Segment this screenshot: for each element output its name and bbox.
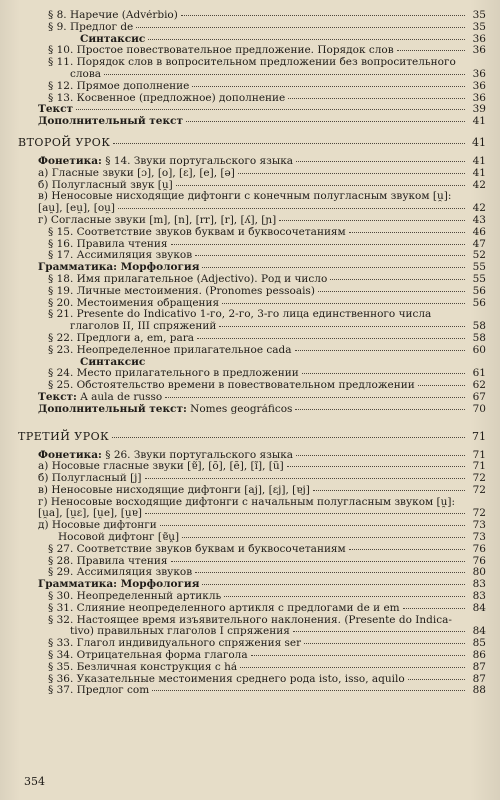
toc-entry-page: 35 bbox=[472, 20, 486, 33]
toc-entry bbox=[18, 116, 486, 128]
toc-entry-page: 41 bbox=[472, 166, 486, 179]
toc-entry-page: 80 bbox=[472, 566, 486, 579]
toc-entry bbox=[18, 520, 486, 532]
toc-entry bbox=[18, 461, 486, 473]
toc-entry bbox=[18, 168, 486, 180]
toc-entry bbox=[18, 508, 486, 520]
toc-entry-page: 85 bbox=[472, 637, 486, 650]
dot-leader bbox=[195, 255, 465, 256]
dot-leader bbox=[197, 338, 465, 339]
toc-entry bbox=[18, 579, 486, 591]
toc-entry-title: а) Гласные звуки [ɔ], [o], [ɛ], [e], [ə] bbox=[38, 167, 235, 179]
toc-section-third-lesson bbox=[18, 450, 486, 698]
toc-entry bbox=[18, 203, 486, 215]
toc-entry-page: 88 bbox=[472, 684, 486, 697]
dot-leader bbox=[251, 655, 465, 656]
toc-entry bbox=[18, 298, 486, 310]
toc-entry-title: § 29. Ассимиляция звуков bbox=[48, 567, 193, 579]
toc-entry-page: 73 bbox=[472, 531, 486, 544]
toc-entry bbox=[18, 662, 486, 674]
dot-leader bbox=[112, 437, 465, 438]
toc-entry-title: § 16. Правила чтения bbox=[48, 238, 168, 250]
toc-entry-title: § 27. Соответствие звуков буквам и буквосочетаниям bbox=[48, 543, 346, 555]
toc-entry-title: § 9. Предлог de bbox=[48, 21, 134, 33]
toc-entry bbox=[18, 93, 486, 105]
toc-entry bbox=[18, 674, 486, 686]
dot-leader bbox=[195, 572, 465, 573]
toc-entry bbox=[18, 626, 486, 638]
toc-entry-title: § 22. Предлоги a, em, para bbox=[48, 332, 195, 344]
toc-entry-title: г) Неносовые восходящие дифтонги с начальным полугласным звуком [u̯]: bbox=[38, 496, 456, 508]
toc-entry bbox=[18, 321, 486, 333]
toc-entry-title: б) Полугласный звук [u̯] bbox=[38, 179, 173, 191]
toc-entry-page: 58 bbox=[472, 320, 486, 333]
toc-entry-title: § 19. Личные местоимения. (Pronomes pessoais) bbox=[48, 285, 315, 297]
dot-leader bbox=[202, 267, 465, 268]
toc-entry-title: § 32. Настоящее время изъявительного наклонения. (Presente do Indica- bbox=[48, 614, 452, 626]
dot-leader bbox=[295, 409, 465, 410]
dot-leader bbox=[136, 27, 465, 28]
dot-leader bbox=[293, 631, 465, 632]
toc-entry-title: § 12. Прямое дополнение bbox=[48, 80, 190, 92]
toc-entry bbox=[18, 650, 486, 662]
dot-leader bbox=[76, 109, 465, 110]
lesson-heading-second bbox=[18, 136, 486, 150]
toc-entry-title: § 35. Безличная конструкция с há bbox=[48, 661, 238, 673]
toc-entry bbox=[18, 567, 486, 579]
dot-leader bbox=[160, 525, 465, 526]
toc-entry-page: 72 bbox=[472, 507, 486, 520]
toc-entry bbox=[18, 638, 486, 650]
dot-leader bbox=[171, 561, 465, 562]
toc-entry-page: 36 bbox=[472, 67, 486, 80]
toc-entry-page: 86 bbox=[472, 649, 486, 662]
toc-entry-page: 41 bbox=[472, 115, 486, 128]
dot-leader bbox=[202, 584, 465, 585]
dot-leader bbox=[330, 279, 465, 280]
toc-entry-page: 60 bbox=[472, 343, 486, 356]
toc-entry bbox=[18, 392, 486, 404]
toc-entry-title: Фонетика: § 14. Звуки португальского языка bbox=[38, 155, 294, 167]
toc-entry-title: г) Согласные звуки [m], [n], [rr], [r], [ʎ], [ɲ] bbox=[38, 214, 277, 226]
dot-leader bbox=[408, 679, 465, 680]
toc-entry bbox=[18, 22, 486, 34]
toc-entry-page: 70 bbox=[472, 402, 486, 415]
toc-entry-title: § 11. Порядок слов в вопросительном предложении без вопросительного bbox=[48, 57, 456, 69]
dot-leader bbox=[288, 98, 465, 99]
toc-entry-page: 36 bbox=[472, 91, 486, 104]
toc-entry bbox=[18, 473, 486, 485]
toc-entry-title: Грамматика: Морфология bbox=[38, 579, 200, 591]
toc-entry-title: § 10. Простое повествовательное предложение. Порядок слов bbox=[48, 45, 394, 57]
toc-entry-page: 55 bbox=[472, 272, 486, 285]
dot-leader bbox=[349, 549, 465, 550]
toc-entry-page: 83 bbox=[472, 590, 486, 603]
toc-entry bbox=[18, 615, 486, 627]
toc-entry bbox=[18, 685, 486, 697]
toc-entry-title: в) Неносовые нисходящие дифтонги с конечным полугласным звуком [u̯]: bbox=[38, 191, 452, 203]
toc-entry-page: 58 bbox=[472, 331, 486, 344]
toc-entry-page: 39 bbox=[472, 103, 486, 116]
lesson-page: 41 bbox=[472, 135, 486, 149]
toc-entry-title: § 36. Указательные местоимения среднего рода isto, isso, aquilo bbox=[48, 673, 405, 685]
dot-leader bbox=[222, 303, 465, 304]
toc-entry-title: § 23. Неопределенное прилагательное cada bbox=[48, 344, 292, 356]
toc-entry-title: Грамматика: Морфология bbox=[38, 262, 200, 274]
dot-leader bbox=[296, 161, 465, 162]
dot-leader bbox=[148, 39, 465, 40]
dot-leader bbox=[296, 455, 465, 456]
toc-entry-page: 35 bbox=[472, 9, 486, 21]
toc-entry-page: 36 bbox=[472, 79, 486, 92]
dot-leader bbox=[349, 232, 465, 233]
dot-leader bbox=[181, 15, 465, 16]
toc-entry-page: 56 bbox=[472, 284, 486, 297]
toc-entry-title: § 15. Соответствие звуков буквам и буквосочетаниям bbox=[48, 226, 346, 238]
toc-entry-title: § 28. Правила чтения bbox=[48, 555, 168, 567]
toc-entry bbox=[18, 450, 486, 462]
toc-section-second-lesson bbox=[18, 156, 486, 416]
toc-entry bbox=[18, 286, 486, 298]
toc-entry-title: Синтаксис bbox=[80, 33, 146, 45]
toc-entry bbox=[18, 227, 486, 239]
toc-entry bbox=[18, 357, 486, 369]
dot-leader bbox=[186, 121, 465, 122]
toc-entry-page: 62 bbox=[472, 379, 486, 392]
dot-leader bbox=[318, 291, 465, 292]
dot-leader bbox=[224, 596, 465, 597]
toc-entry-title: § 8. Наречие (Advérbio) bbox=[48, 10, 178, 21]
toc-entry-title: § 17. Ассимиляция звуков bbox=[48, 250, 193, 262]
toc-entry-title: § 31. Слияние неопределенного артикля с предлогами de и em bbox=[48, 602, 400, 614]
toc-entry-page: 73 bbox=[472, 519, 486, 532]
lesson-page: 71 bbox=[472, 429, 486, 443]
dot-leader bbox=[219, 326, 465, 327]
toc-entry-page: 67 bbox=[472, 390, 486, 403]
toc-entry-page: 56 bbox=[472, 296, 486, 309]
toc-entry-page: 84 bbox=[472, 601, 486, 614]
toc-entry bbox=[18, 250, 486, 262]
toc-entry-title: § 21. Presente do Indicativo 1-го, 2-го, 3-го лица единственного числа bbox=[48, 309, 432, 321]
toc-entry-title: Фонетика: § 26. Звуки португальского языка bbox=[38, 449, 294, 461]
toc-entry bbox=[18, 591, 486, 603]
toc-entry-title: Дополнительный текст bbox=[38, 116, 183, 128]
toc-entry bbox=[18, 309, 486, 321]
dot-leader bbox=[403, 608, 465, 609]
toc-entry-page: 55 bbox=[472, 261, 486, 274]
lesson-title: ВТОРОЙ УРОК bbox=[18, 135, 111, 149]
toc-entry-title: § 37. Предлог com bbox=[48, 685, 150, 697]
dot-leader bbox=[113, 143, 465, 144]
toc-entry-title: [au̯], [eu̯], [ou̯] bbox=[38, 203, 116, 215]
toc-entry bbox=[18, 262, 486, 274]
page-number: 354 bbox=[24, 775, 45, 788]
toc-entry-title: § 25. Обстоятельство времени в повествовательном предложении bbox=[48, 380, 415, 392]
lesson-heading-third bbox=[18, 430, 486, 444]
toc-entry bbox=[18, 57, 486, 69]
toc-entry-page: 72 bbox=[472, 472, 486, 485]
toc-entry bbox=[18, 274, 486, 286]
dot-leader bbox=[302, 373, 465, 374]
toc-entry-page: 52 bbox=[472, 249, 486, 262]
dot-leader bbox=[165, 397, 465, 398]
toc-entry bbox=[18, 10, 486, 22]
toc-entry-page: 42 bbox=[472, 178, 486, 191]
toc-entry bbox=[18, 45, 486, 57]
toc-entry bbox=[18, 69, 486, 81]
toc-entry-title: § 20. Местоимения обращения bbox=[48, 297, 220, 309]
toc-entry bbox=[18, 239, 486, 251]
dot-leader bbox=[118, 208, 465, 209]
toc-entry-page: 41 bbox=[472, 154, 486, 167]
toc-entry bbox=[18, 333, 486, 345]
toc-entry-title: в) Неносовые нисходящие дифтонги [aj], [ɛj], [ɐj] bbox=[38, 484, 310, 496]
dot-leader bbox=[287, 466, 465, 467]
toc-entry-page: 87 bbox=[472, 672, 486, 685]
toc-entry-page: 36 bbox=[472, 44, 486, 57]
toc-entry bbox=[18, 156, 486, 168]
toc-entry-page: 36 bbox=[472, 32, 486, 45]
toc-entry-page: 47 bbox=[472, 237, 486, 250]
dot-leader bbox=[313, 490, 465, 491]
toc-entry-title: § 30. Неопределенный артикль bbox=[48, 591, 222, 603]
dot-leader bbox=[171, 244, 465, 245]
toc-entry-title: § 34. Отрицательная форма глагола bbox=[48, 650, 248, 662]
toc-entry-title: д) Носовые дифтонги bbox=[38, 520, 157, 532]
dot-leader bbox=[295, 350, 466, 351]
dot-leader bbox=[304, 643, 465, 644]
dot-leader bbox=[104, 74, 465, 75]
toc-entry bbox=[18, 81, 486, 93]
toc-entry-page: 87 bbox=[472, 660, 486, 673]
toc-entry-page: 83 bbox=[472, 578, 486, 591]
toc-entry bbox=[18, 215, 486, 227]
toc-entry-page: 43 bbox=[472, 213, 486, 226]
toc-entry-page: 72 bbox=[472, 483, 486, 496]
toc-entry bbox=[18, 368, 486, 380]
toc-entry bbox=[18, 380, 486, 392]
dot-leader bbox=[192, 86, 465, 87]
toc-entry bbox=[18, 191, 486, 203]
dot-leader bbox=[152, 690, 465, 691]
toc-entry-title: а) Носовые гласные звуки [ɐ̃], [õ], [ẽ], [ĩ], [ũ] bbox=[38, 461, 284, 473]
toc-entry-page: 76 bbox=[472, 542, 486, 555]
toc-entry-page: 42 bbox=[472, 202, 486, 215]
toc-entry bbox=[18, 180, 486, 192]
toc-entry-title: Носовой дифтонг [ɐ̃ṷ] bbox=[58, 532, 180, 544]
toc-entry-title: Текст: A aula de russo bbox=[38, 391, 163, 403]
toc-entry-page: 71 bbox=[472, 460, 486, 473]
toc-entry-title: § 24. Место прилагательного в предложении bbox=[48, 368, 299, 380]
toc-entry-page: 84 bbox=[472, 625, 486, 638]
toc-entry-title: Текст bbox=[38, 104, 73, 116]
toc-entry bbox=[18, 345, 486, 357]
toc-entry-page: 71 bbox=[472, 448, 486, 461]
toc-entry-page: 46 bbox=[472, 225, 486, 238]
toc-entry bbox=[18, 544, 486, 556]
toc-entry bbox=[18, 485, 486, 497]
toc-entry-page: 76 bbox=[472, 554, 486, 567]
toc-entry bbox=[18, 404, 486, 416]
toc-entry-title: Дополнительный текст: Nomes geográficos bbox=[38, 403, 293, 415]
toc-entry-page: 61 bbox=[472, 367, 486, 380]
toc-entry bbox=[18, 603, 486, 615]
toc-entry-title: глаголов II, III спряжений bbox=[70, 321, 217, 333]
lesson-title: ТРЕТИЙ УРОК bbox=[18, 429, 110, 443]
toc-entry-title: § 13. Косвенное (предложное) дополнение bbox=[48, 92, 286, 104]
dot-leader bbox=[182, 537, 465, 538]
toc-entry-title: слова bbox=[70, 68, 102, 80]
dot-leader bbox=[418, 385, 465, 386]
toc-entry-title: б) Полугласный [j] bbox=[38, 473, 142, 485]
dot-leader bbox=[176, 185, 465, 186]
dot-leader bbox=[145, 478, 465, 479]
dot-leader bbox=[145, 513, 465, 514]
dot-leader bbox=[240, 667, 465, 668]
toc-entry-title: tivo) правильных глаголов I спряжения bbox=[70, 626, 290, 638]
toc-section-first-lesson-end bbox=[18, 10, 486, 128]
toc-entry-title: § 18. Имя прилагательное (Adjectivo). Род и число bbox=[48, 273, 328, 285]
toc-entry-title: Синтаксис bbox=[80, 356, 146, 368]
toc-entry-title: § 33. Глагол индивидуального спряжения ser bbox=[48, 638, 302, 650]
dot-leader bbox=[238, 173, 465, 174]
toc-entry-title: [u̯a], [u̯ɛ], [u̯e], [u̯ɐ] bbox=[38, 508, 143, 520]
toc-entry bbox=[18, 532, 486, 544]
toc-entry bbox=[18, 34, 486, 46]
dot-leader bbox=[397, 50, 465, 51]
toc-entry bbox=[18, 556, 486, 568]
dot-leader bbox=[279, 220, 465, 221]
toc-entry bbox=[18, 104, 486, 116]
toc-entry bbox=[18, 497, 486, 509]
